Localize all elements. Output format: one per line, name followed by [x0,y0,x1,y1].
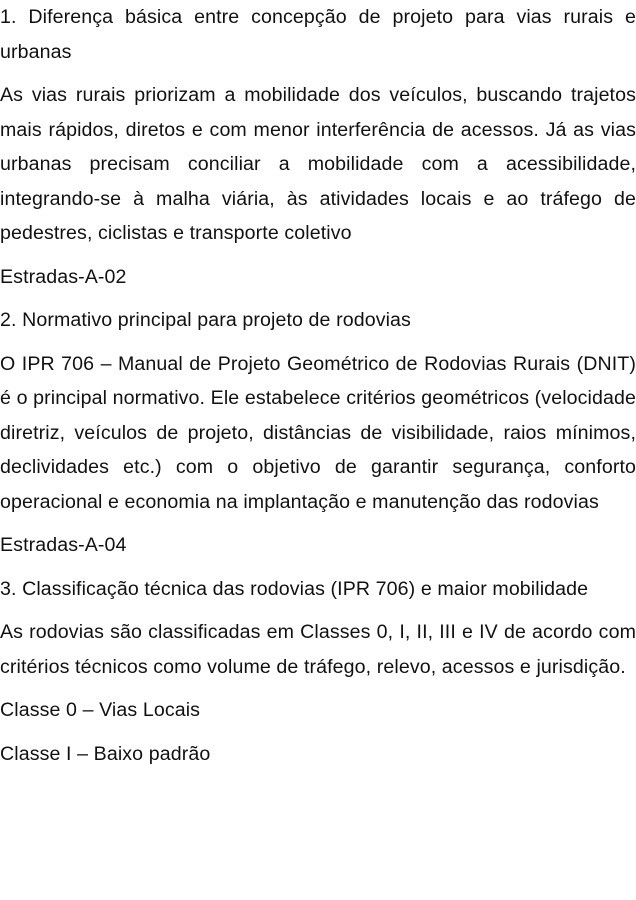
reference-2-label: Estradas-A-04 [0,534,127,556]
question-1-heading: 1. Diferença básica entre concepção de projeto para vias rurais e urbanas [0,6,636,63]
class-0-item: Classe 0 – Vias Locais [0,699,201,721]
question-2-heading: 2. Normativo principal para projeto de rodovias [0,309,411,331]
answer-2-paragraph: O IPR 706 – Manual de Projeto Geométrico de Rodovias Rurais (DNIT) é o principal normativo. Ele estabelece critérios geométricos (velocidade diretriz, veículos de projeto, distâncias de visibilidade, raios mínimos, declividades etc.) com o objetivo de garantir segurança, conforto operacional e economia na implantação e manutenção das rodovias [0,352,636,513]
question-3-heading: 3. Classificação técnica das rodovias (IPR 706) e maior mobilidade [0,577,589,600]
class-1-item: Classe I – Baixo padrão [0,742,211,765]
reference-1-label: Estradas-A-02 [0,265,127,288]
answer-1-paragraph: As vias rurais priorizam a mobilidade dos veículos, buscando trajetos mais rápidos, diretos e com menor interferência de acessos. Já as vias urbanas precisam conciliar a mobilidade com a acessibilidade, integrando-se à malha viária, às atividades locais e ao tráfego de pedestres, ciclistas e transporte coletivo [0,84,636,244]
answer-3-paragraph: As rodovias são classificadas em Classes 0, I, II, III e IV de acordo com critérios técnicos como volume de tráfego, relevo, acessos e jurisdição. [0,621,636,678]
